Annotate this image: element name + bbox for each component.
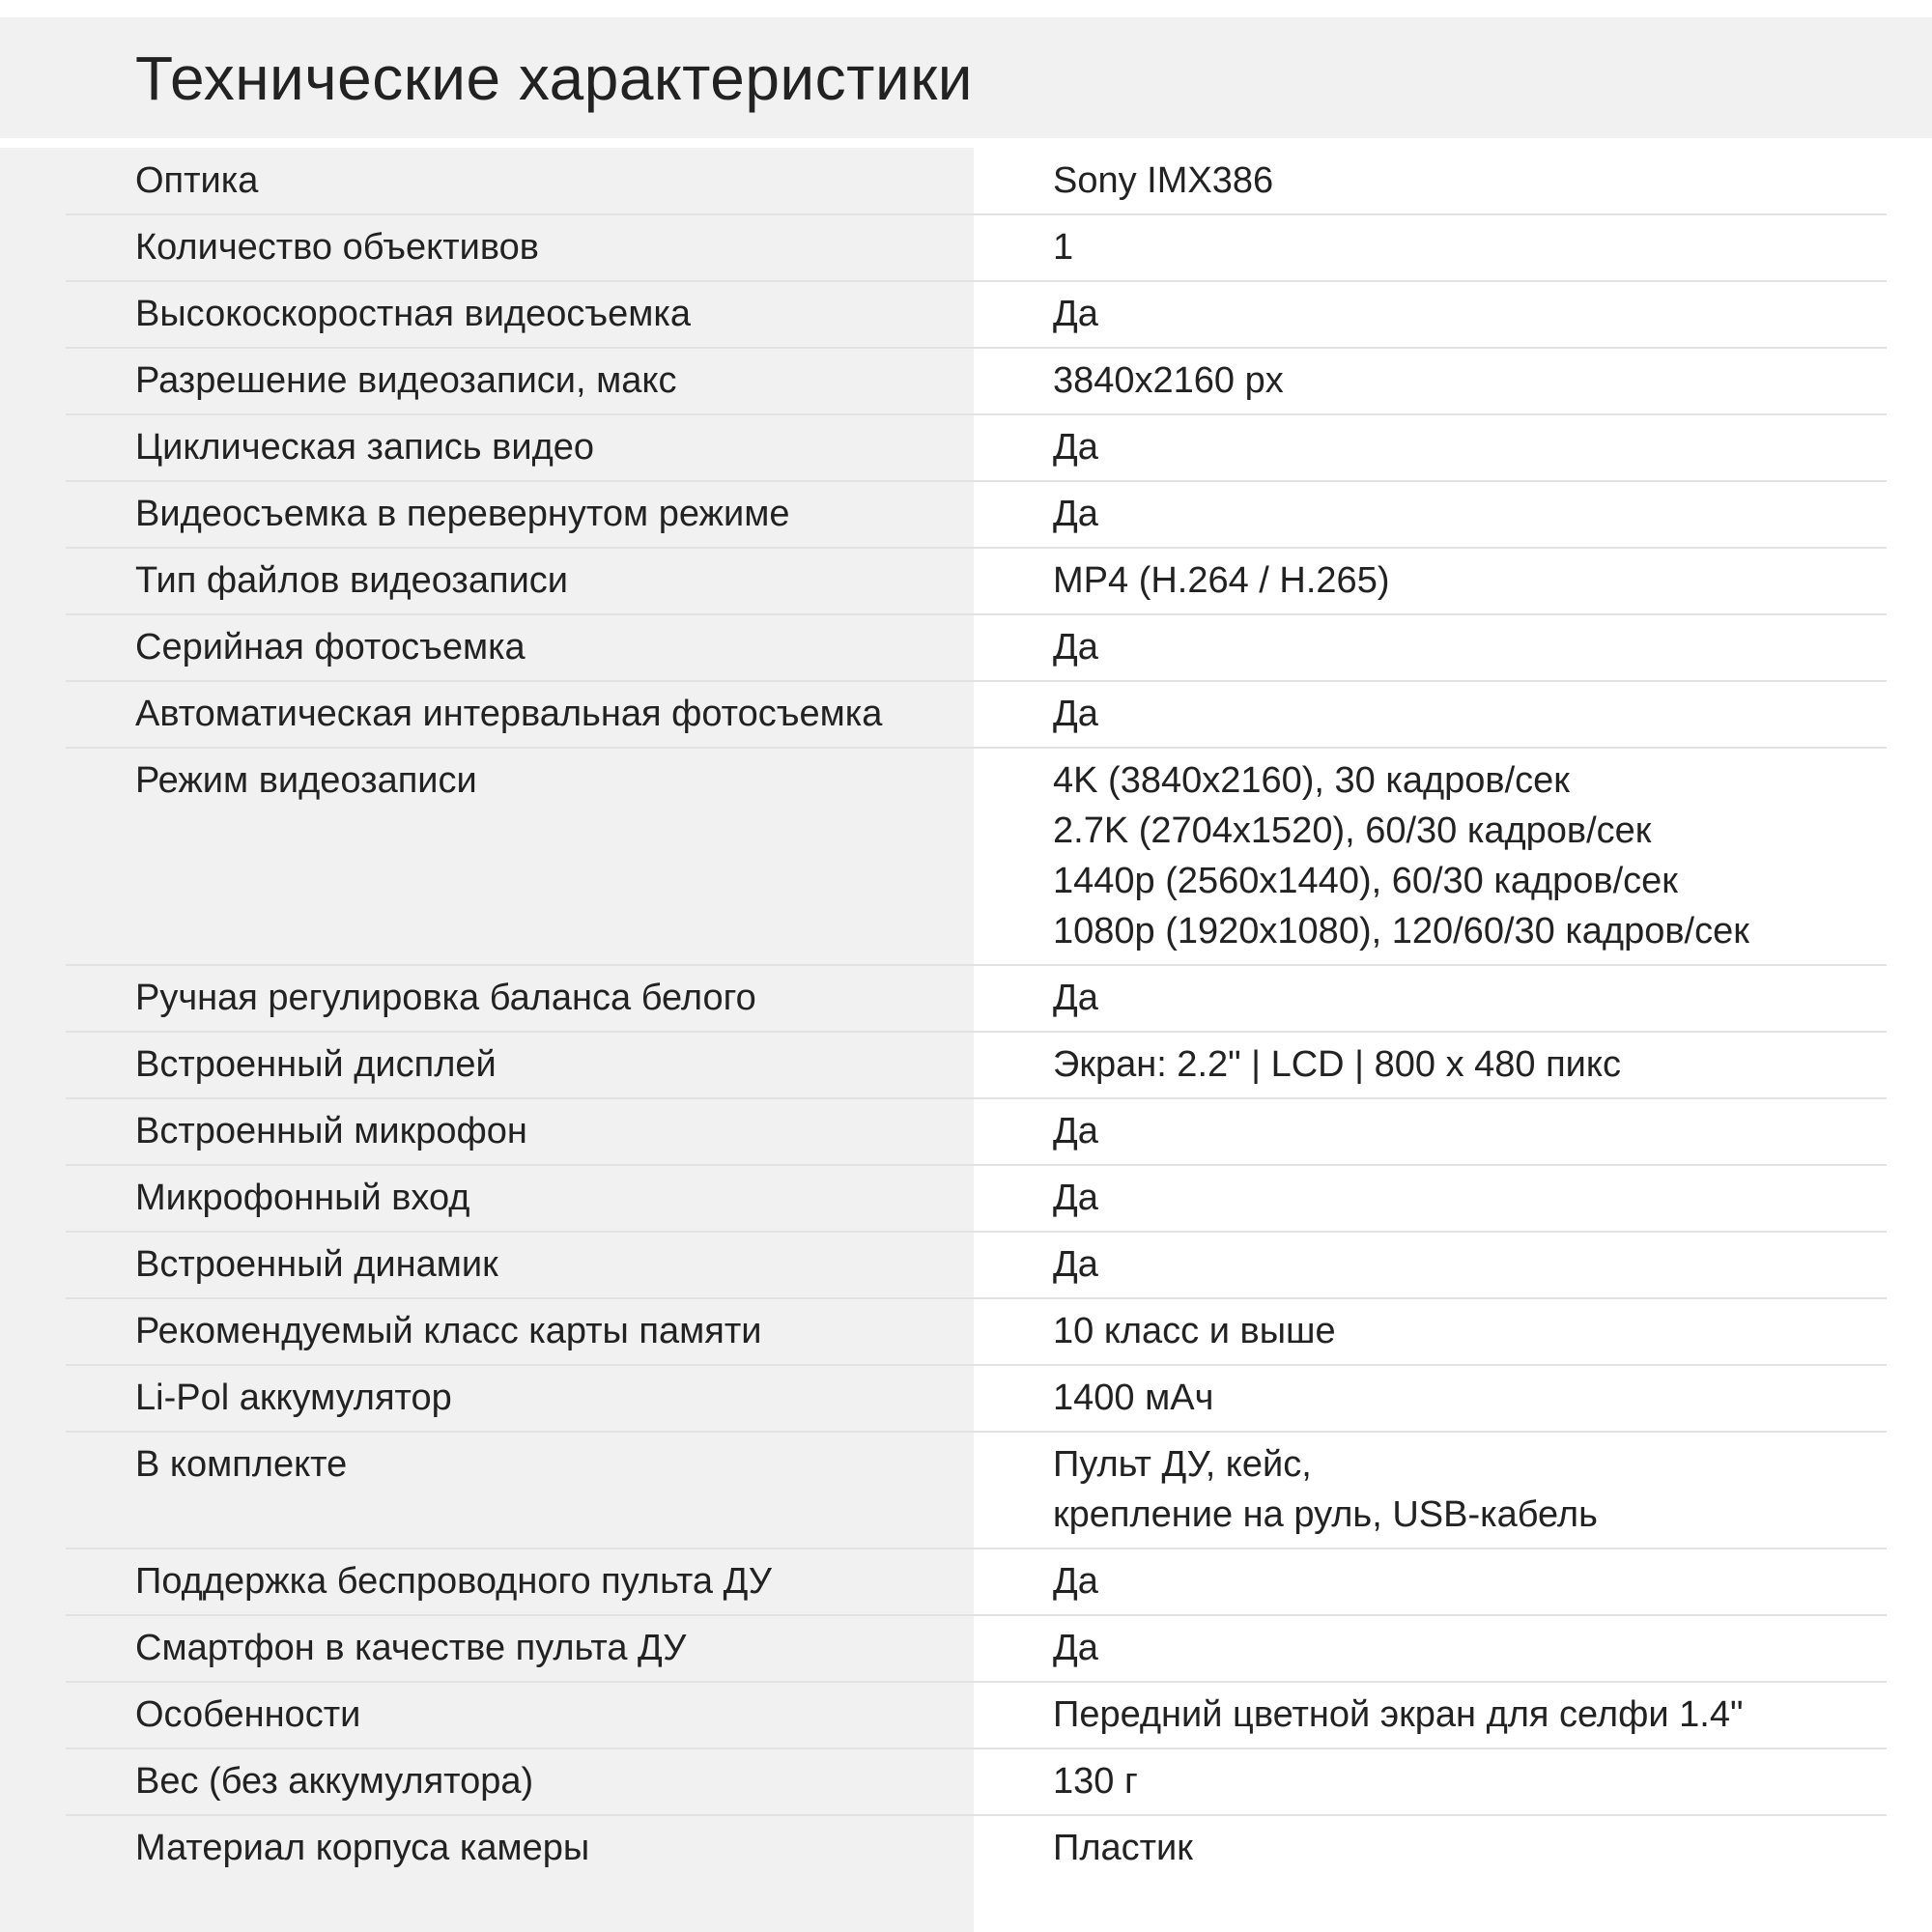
spec-value-line: крепление на руль, USB-кабель xyxy=(1053,1494,1598,1535)
page-title: Технические характеристики xyxy=(135,43,973,113)
spec-value xyxy=(974,489,1932,539)
spec-label: Режим видеозаписи xyxy=(135,760,477,801)
spec-label: Li-Pol аккумулятор xyxy=(135,1378,452,1418)
spec-value-line: Да xyxy=(1053,494,1098,534)
spec-value xyxy=(974,355,1932,406)
title-band xyxy=(0,17,1932,138)
spec-value-line: Да xyxy=(1053,1628,1098,1668)
spec-value-line: Да xyxy=(1053,1178,1098,1218)
spec-value-line: MP4 (H.264 / H.265) xyxy=(1053,560,1390,601)
spec-value-line: Да xyxy=(1053,427,1098,468)
spec-value xyxy=(974,1039,1932,1090)
spec-label: Ручная регулировка баланса белого xyxy=(135,978,756,1018)
spec-value-line: Да xyxy=(1053,627,1098,668)
table-row xyxy=(0,414,1932,481)
spec-value-line: Да xyxy=(1053,1244,1098,1285)
spec-value xyxy=(974,1439,1932,1540)
table-row xyxy=(0,1365,1932,1432)
table-row xyxy=(0,1098,1932,1165)
table-row xyxy=(0,1432,1932,1548)
spec-rows xyxy=(0,148,1932,1882)
spec-value-line: 130 г xyxy=(1053,1761,1138,1802)
spec-value xyxy=(974,1823,1932,1873)
table-row xyxy=(0,681,1932,748)
table-row xyxy=(0,748,1932,965)
spec-value-line: Да xyxy=(1053,1111,1098,1151)
spec-value-line: 4K (3840x2160), 30 кадров/сек xyxy=(1053,760,1570,801)
table-row xyxy=(0,1165,1932,1232)
spec-label: Встроенный динамик xyxy=(135,1244,498,1285)
spec-label: Автоматическая интервальная фотосъемка xyxy=(135,694,883,734)
spec-value-line: 1080p (1920x1080), 120/60/30 кадров/сек xyxy=(1053,911,1749,952)
table-row xyxy=(0,614,1932,681)
spec-value xyxy=(974,755,1932,956)
spec-label: Материал корпуса камеры xyxy=(135,1828,590,1868)
spec-label: Встроенный микрофон xyxy=(135,1111,527,1151)
spec-value-line: 1 xyxy=(1053,227,1074,268)
spec-value xyxy=(974,1239,1932,1290)
spec-value xyxy=(974,422,1932,472)
spec-label: Поддержка беспроводного пульта ДУ xyxy=(135,1561,772,1602)
spec-value-line: Экран: 2.2" | LCD | 800 x 480 пикс xyxy=(1053,1044,1621,1085)
spec-label: Серийная фотосъемка xyxy=(135,627,526,668)
spec-value xyxy=(974,1690,1932,1740)
table-row xyxy=(0,1548,1932,1615)
spec-value-line: Да xyxy=(1053,978,1098,1018)
spec-value xyxy=(974,1556,1932,1606)
spec-label: Циклическая запись видео xyxy=(135,427,595,468)
table-row xyxy=(0,481,1932,548)
spec-label: Разрешение видеозаписи, макс xyxy=(135,360,677,401)
table-row xyxy=(0,1615,1932,1682)
spec-label: Количество объективов xyxy=(135,227,539,268)
spec-value-line: Передний цветной экран для селфи 1.4" xyxy=(1053,1694,1744,1735)
spec-value-line: 10 класс и выше xyxy=(1053,1311,1336,1351)
spec-label: Встроенный дисплей xyxy=(135,1044,497,1085)
spec-value-line: Пластик xyxy=(1053,1828,1193,1868)
spec-value xyxy=(974,1373,1932,1423)
spec-value-line: Да xyxy=(1053,294,1098,334)
spec-value xyxy=(974,622,1932,672)
spec-table xyxy=(0,148,1932,1932)
spec-value xyxy=(974,222,1932,272)
spec-label: Оптика xyxy=(135,160,259,201)
table-row xyxy=(0,1682,1932,1748)
spec-label: Рекомендуемый класс карты памяти xyxy=(135,1311,762,1351)
spec-label: Особенности xyxy=(135,1694,361,1735)
spec-value-line: 2.7K (2704x1520), 60/30 кадров/сек xyxy=(1053,810,1652,851)
spec-value xyxy=(974,1173,1932,1223)
spec-value-line: Sony IMX386 xyxy=(1053,160,1274,201)
spec-label: Видеосъемка в перевернутом режиме xyxy=(135,494,790,534)
table-row xyxy=(0,148,1932,214)
spec-value xyxy=(974,1623,1932,1673)
spec-label: Тип файлов видеозаписи xyxy=(135,560,569,601)
table-row xyxy=(0,548,1932,614)
table-row xyxy=(0,1232,1932,1298)
spec-value-line: Пульт ДУ, кейс, xyxy=(1053,1444,1312,1485)
spec-value xyxy=(974,973,1932,1023)
spec-label: Смартфон в качестве пульта ДУ xyxy=(135,1628,687,1668)
table-row xyxy=(0,214,1932,281)
spec-value xyxy=(974,289,1932,339)
spec-value-line: Да xyxy=(1053,1561,1098,1602)
spec-value xyxy=(974,156,1932,206)
spec-value-line: 3840x2160 px xyxy=(1053,360,1284,401)
table-row xyxy=(0,1748,1932,1815)
spec-label: В комплекте xyxy=(135,1444,348,1485)
spec-value-line: Да xyxy=(1053,694,1098,734)
table-row xyxy=(0,965,1932,1032)
spec-value xyxy=(974,555,1932,606)
table-row xyxy=(0,348,1932,414)
spec-value xyxy=(974,1306,1932,1356)
table-row xyxy=(0,281,1932,348)
table-row xyxy=(0,1815,1932,1882)
spec-label: Микрофонный вход xyxy=(135,1178,470,1218)
spec-value-line: 1440p (2560x1440), 60/30 кадров/сек xyxy=(1053,861,1678,901)
table-row xyxy=(0,1298,1932,1365)
spec-value xyxy=(974,1106,1932,1156)
spec-value xyxy=(974,1756,1932,1806)
table-row xyxy=(0,1032,1932,1098)
spec-label: Вес (без аккумулятора) xyxy=(135,1761,534,1802)
spec-value xyxy=(974,689,1932,739)
spec-value-line: 1400 мАч xyxy=(1053,1378,1214,1418)
spec-label: Высокоскоростная видеосъемка xyxy=(135,294,691,334)
